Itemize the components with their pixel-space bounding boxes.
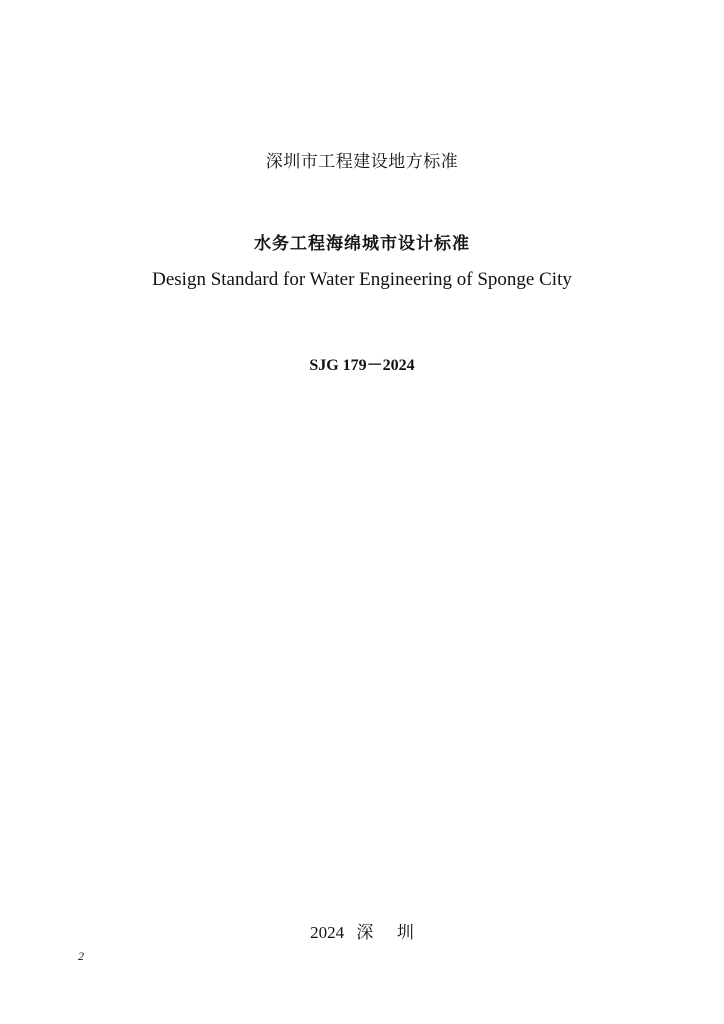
standard-code: SJG 179－2024 [309, 357, 415, 374]
title-chinese: 水务工程海绵城市设计标准 [254, 234, 470, 254]
issuer-heading: 深圳市工程建设地方标准 [265, 152, 459, 172]
title-english: Design Standard for Water Engineering of Sponge City [152, 269, 572, 290]
publication-city: 深 圳 [356, 923, 414, 943]
publication-footer [0, 918, 724, 943]
page-number: 2 [78, 949, 84, 963]
publication-year: 2024 [310, 923, 345, 942]
